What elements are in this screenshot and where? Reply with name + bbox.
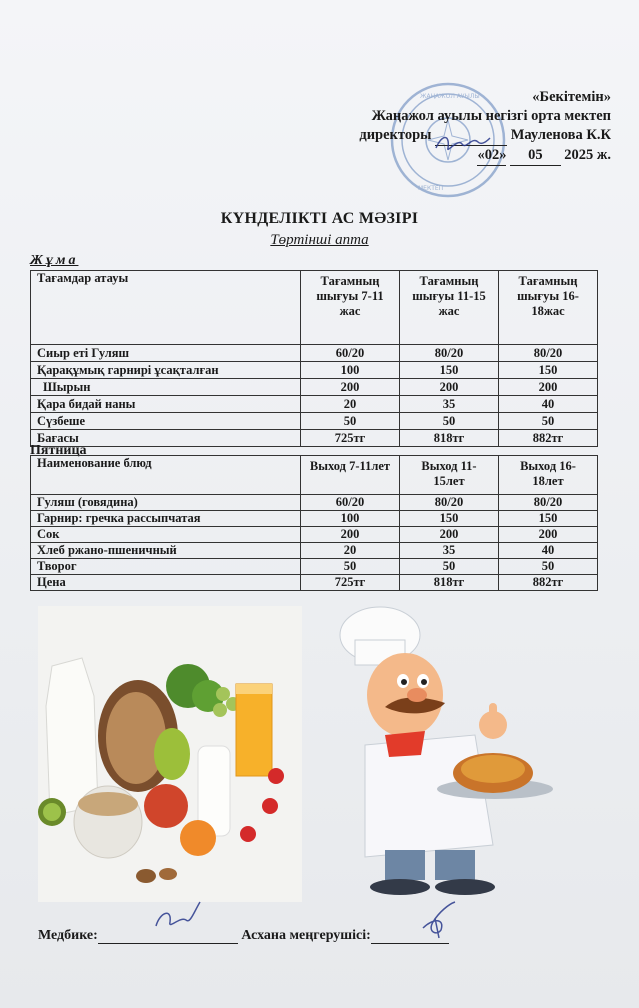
table-row: [31, 495, 598, 511]
nurse-signature: [150, 898, 210, 938]
portion-11-15: 200: [400, 379, 499, 396]
portion-11-15: 150: [400, 362, 499, 379]
portion-16-18: 40: [499, 396, 598, 413]
date-month: 05: [510, 146, 561, 166]
school-name: Жаңажол ауылы негізгі орта мектеп: [371, 108, 611, 124]
portion-16-18: 80/20: [499, 345, 598, 362]
page-title: КҮНДЕЛІКТІ АС МӘЗІРІ: [220, 210, 419, 227]
portion-7-11: 100: [301, 511, 400, 527]
dish-name: Сиыр еті Гуляш: [31, 345, 301, 362]
portion-16-18: 150: [499, 362, 598, 379]
portion-7-11: 60/20: [301, 495, 400, 511]
price-16-18: 882тг: [499, 430, 598, 447]
healthy-food-illustration: [38, 606, 302, 902]
price-11-15: 818тг: [400, 430, 499, 447]
dish-name: Қарақұмық гарнирі ұсақталған: [31, 362, 301, 379]
table-row: [31, 543, 598, 559]
dish-name: Сок: [31, 527, 301, 543]
nurse-label: Медбике:: [38, 928, 98, 943]
header-age-16-18: Тағамның шығуы 16-18жас: [499, 271, 598, 345]
portion-7-11: 50: [301, 559, 400, 575]
portion-11-15: 50: [400, 559, 499, 575]
portion-11-15: 80/20: [400, 345, 499, 362]
price-16-18: 882тг: [499, 575, 598, 591]
portion-16-18: 200: [499, 379, 598, 396]
header-age-7-11: Тағамның шығуы 7-11 жас: [301, 271, 400, 345]
dish-name: Творог: [31, 559, 301, 575]
table-row: [31, 362, 598, 379]
kitchen-head-label: Асхана меңгерушісі:: [241, 928, 371, 943]
table-row: [31, 413, 598, 430]
portion-11-15: 80/20: [400, 495, 499, 511]
menu-table-ru: [30, 455, 598, 591]
table-row: [31, 511, 598, 527]
header-dish-name: Тағамдар атауы: [31, 271, 301, 345]
director-signature: [432, 130, 492, 156]
table-row: [31, 527, 598, 543]
header-dish-name: Наименование блюд: [31, 456, 301, 495]
header-age-11-15: Выход 11-15лет: [400, 456, 499, 495]
dish-name: Гуляш (говядина): [31, 495, 301, 511]
price-label: Цена: [31, 575, 301, 591]
portion-7-11: 100: [301, 362, 400, 379]
approval-title: «Бекітемін»: [532, 89, 611, 105]
portion-11-15: 35: [400, 396, 499, 413]
portion-7-11: 50: [301, 413, 400, 430]
svg-text:МЕКТЕП: МЕКТЕП: [418, 185, 444, 192]
portion-16-18: 80/20: [499, 495, 598, 511]
table-row: [31, 559, 598, 575]
director-position: директоры: [359, 127, 432, 143]
portion-16-18: 200: [499, 527, 598, 543]
portion-11-15: 50: [400, 413, 499, 430]
portion-7-11: 60/20: [301, 345, 400, 362]
portion-16-18: 150: [499, 511, 598, 527]
date-day: «02»: [477, 146, 506, 166]
dish-name: Шырын: [31, 379, 301, 396]
price-label: Бағасы: [31, 430, 301, 447]
dish-name: Гарнир: гречка рассыпчатая: [31, 511, 301, 527]
price-11-15: 818тг: [400, 575, 499, 591]
day-label-kz: Жұма: [30, 253, 79, 268]
table-header-row: [31, 456, 598, 495]
table-header-row: [31, 271, 598, 345]
menu-table-kz: [30, 270, 598, 447]
dish-name: Хлеб ржано-пшеничный: [31, 543, 301, 559]
price-row: [31, 575, 598, 591]
table-row: [31, 379, 598, 396]
date-year: 2025 ж.: [564, 147, 611, 163]
portion-16-18: 50: [499, 413, 598, 430]
portion-11-15: 200: [400, 527, 499, 543]
price-7-11: 725тг: [301, 430, 400, 447]
portion-7-11: 200: [301, 379, 400, 396]
kitchen-head-signature: [415, 898, 465, 940]
portion-7-11: 200: [301, 527, 400, 543]
portion-16-18: 50: [499, 559, 598, 575]
chef-illustration: [325, 595, 575, 900]
portion-11-15: 35: [400, 543, 499, 559]
portion-7-11: 20: [301, 396, 400, 413]
portion-16-18: 40: [499, 543, 598, 559]
price-row: [31, 430, 598, 447]
header-age-11-15: Тағамның шығуы 11-15 жас: [400, 271, 499, 345]
day-label-ru: Пятница: [30, 443, 87, 458]
table-row: [31, 345, 598, 362]
portion-11-15: 150: [400, 511, 499, 527]
page-subtitle: Төртінші апта: [270, 232, 369, 248]
svg-text:ЖАҢАЖОЛ АУЫЛЫ: ЖАҢАЖОЛ АУЫЛЫ: [420, 93, 480, 100]
portion-7-11: 20: [301, 543, 400, 559]
price-7-11: 725тг: [301, 575, 400, 591]
dish-name: Қара бидай наны: [31, 396, 301, 413]
signature-footer: [38, 928, 449, 944]
dish-name: Сүзбеше: [31, 413, 301, 430]
table-row: [31, 396, 598, 413]
header-age-16-18: Выход 16-18лет: [499, 456, 598, 495]
header-age-7-11: Выход 7-11лет: [301, 456, 400, 495]
director-name: Мауленова К.К: [510, 127, 611, 143]
